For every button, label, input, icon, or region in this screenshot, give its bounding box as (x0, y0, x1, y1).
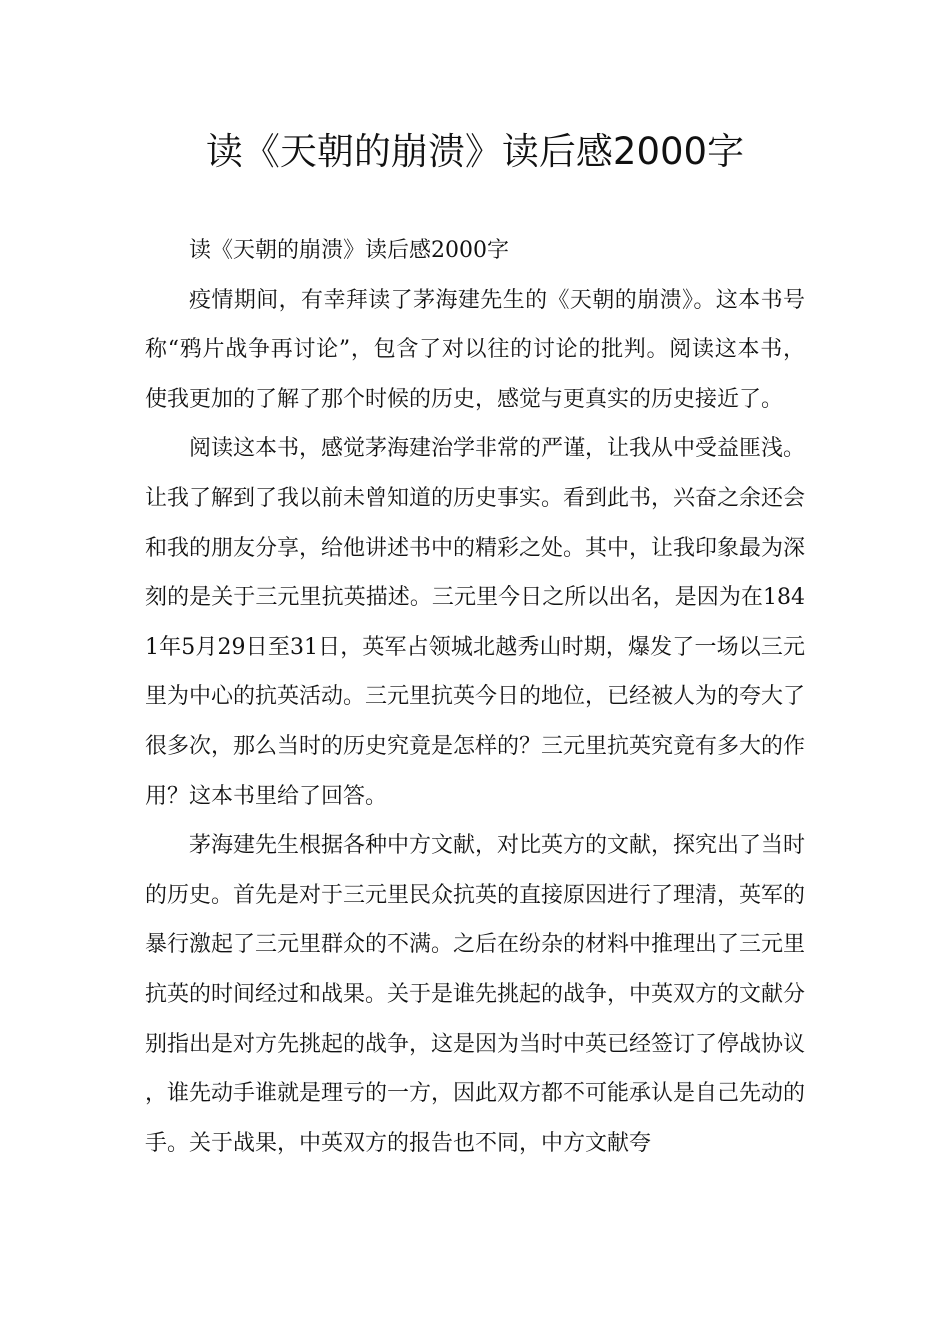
paragraph-sanyuanli: 阅读这本书，感觉茅海建治学非常的严谨，让我从中受益匪浅。让我了解到了我以前未曾知道的历史事实。看到此书，兴奋之余还会和我的朋友分享，给他讲述书中的精彩之处。其中，让我印象最为深刻的是关于三元里抗英描述。三元里今日之所以出名，是因为在1841年5月29日至31日，英军占领城北越秀山时期，爆发了一场以三元里为中心的抗英活动。三元里抗英今日的地位，已经被人为的夸大了很多次，那么当时的历史究竟是怎样的？三元里抗英究竟有多大的作用？这本书里给了回答。 (145, 436, 806, 809)
paragraph-intro: 疫情期间，有幸拜读了茅海建先生的《天朝的崩溃》。这本书号称“鸦片战争再讨论”，包含了对以往的讨论的批判。阅读这本书，使我更加的了解了那个时候的历史，感觉与更真实的历史接近了。 (145, 287, 805, 412)
document-title: 读《天朝的崩溃》读后感2000字 (205, 130, 745, 173)
paragraph-analysis: 茅海建先生根据各种中方文献，对比英方的文献，探究出了当时的历史。首先是对于三元里民众抗英的直接原因进行了理清，英军的暴行激起了三元里群众的不满。之后在纷杂的材料中推理出了三元里抗英的时间经过和战果。关于是谁先挑起的战争，中英双方的文献分别指出是对方先挑起的战争，这是因为当时中英已经签订了停战协议，谁先动手谁就是理亏的一方，因此双方都不可能承认是自己先动的手。关于战果，中英双方的报告也不同，中方文献夸 (145, 833, 806, 1156)
document-body (145, 226, 805, 1168)
paragraph-subtitle: 读《天朝的崩溃》读后感2000字 (189, 238, 509, 263)
